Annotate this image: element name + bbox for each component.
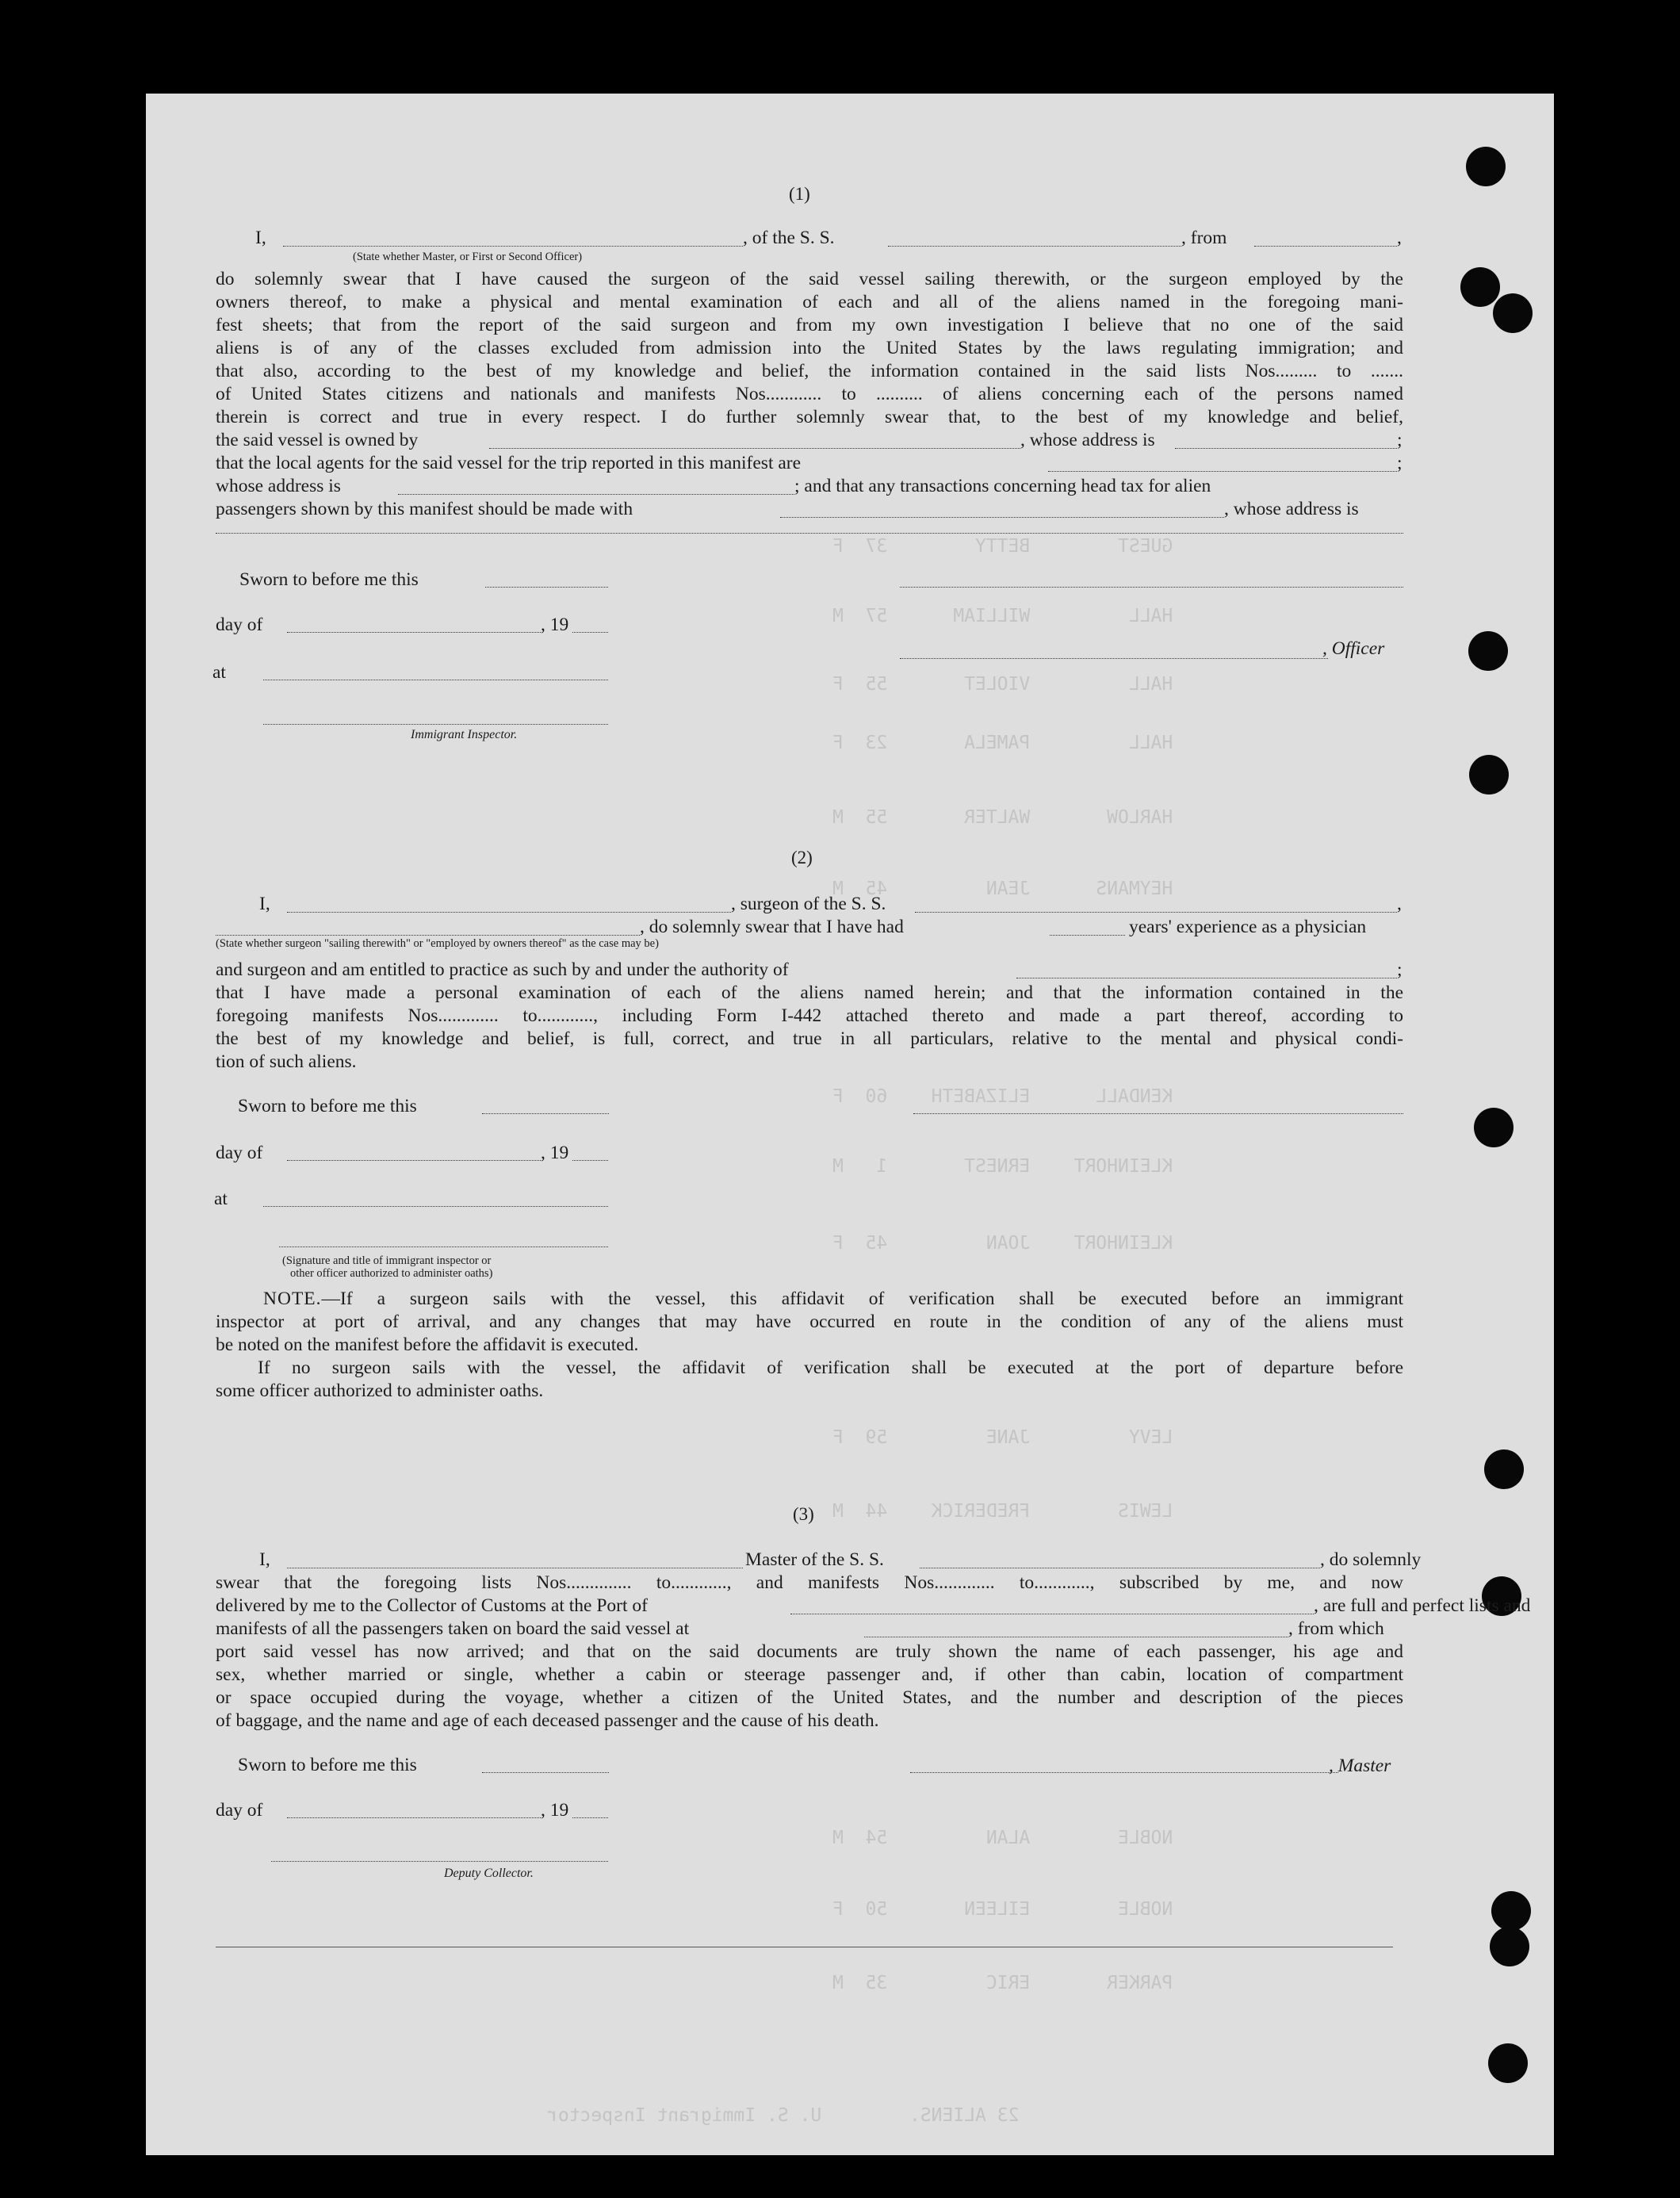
bleed-through-line: KENDALL ELIZABETH 60 F: [832, 1086, 1173, 1107]
no-surgeon-line: If no surgeon sails with the vessel, the affidavit of verification shall be executed at the port of departure before: [258, 1357, 1403, 1378]
at-label-2: at: [214, 1189, 228, 1209]
officer-signature-blank-1: [900, 587, 1403, 588]
owner-blank: [489, 434, 1020, 449]
punch-hole: [1484, 1449, 1524, 1489]
bleed-through-line: KLEINHORT ERNEST 1 M: [832, 1156, 1173, 1177]
note-line: NOTE.—If a surgeon sails with the vessel, this affidavit of verification shall be executed before an immigrant: [216, 1289, 1403, 1310]
deputy-collector-label: Deputy Collector.: [444, 1867, 534, 1880]
section-number-1: (1): [789, 184, 810, 204]
oath-text-line: foregoing manifests Nos............. to............, including Form I-442 attached thereto and made a part thereof, according to: [216, 1005, 1403, 1026]
oath-text-line: sex, whether married or single, whether a cabin or steerage passenger and, if other than cabin, location of compartment: [216, 1664, 1403, 1685]
surgeon-vessel-blank: [915, 898, 1397, 913]
surgeon-name-blank: [287, 898, 731, 913]
years-blank: [1050, 921, 1125, 936]
oath-text-line: port said vessel has now arrived; and that on the said documents are truly shown the name of each passenger, his age and: [216, 1641, 1403, 1662]
oath-text-line: fest sheets; that from the report of the said surgeon and from my own investigation I believe that no one of the said: [216, 315, 1403, 335]
oath-text-line: that also, according to the best of my knowledge and belief, the information contained in the said lists Nos......... to .......: [216, 361, 1403, 381]
oath-text-line: of United States citizens and nationals and manifests Nos............ to .......... of aliens concerning each of the persons named: [216, 384, 1403, 404]
immigrant-inspector-label: Immigrant Inspector.: [411, 728, 518, 741]
agents-blank: [1048, 457, 1397, 472]
bleed-through-line: PARKER ERIC 35 M: [832, 1973, 1173, 1993]
officer-signature-blank-2: [900, 658, 1328, 659]
punch-hole: [1469, 755, 1509, 795]
note-line: be noted on the manifest before the affidavit is executed.: [216, 1334, 639, 1355]
day-of-label-3: day of: [216, 1800, 263, 1821]
oath-text-line: aliens is of any of the classes excluded from admission into the United States by the laws regulating immigration; and: [216, 338, 1403, 358]
bleed-through-line: KLEINHORT JOAN 45 F: [832, 1233, 1173, 1254]
bleed-through-line: LEVY JANE 59 F: [832, 1427, 1173, 1448]
surgeon-status-blank: [216, 921, 640, 936]
bleed-through-line: HALL PAMELA 23 F: [832, 733, 1173, 753]
bleed-through-line: GUEST BETTY 37 F: [832, 536, 1173, 557]
master-name-blank: [287, 1553, 743, 1568]
master-note: (State whether Master, or First or Second Officer): [353, 251, 583, 263]
authority-blank: [1016, 963, 1397, 978]
surgeon-note: (State whether surgeon "sailing therewith" or "employed by owners thereof" as the case may be): [216, 937, 659, 950]
officer-name-blank: [283, 232, 743, 247]
label-of-ss: , of the S. S.: [743, 228, 835, 248]
bleed-through-line: 23 ALIENS. U. S. Immigrant Inspector: [547, 2105, 1020, 2126]
oath-text-line: tion of such aliens.: [216, 1051, 357, 1072]
head-tax-address-blank: [216, 533, 1403, 534]
punch-hole: [1491, 1891, 1531, 1931]
punch-hole: [1466, 147, 1506, 186]
surgeon-authority-line: and surgeon and am entitled to practice as such by and under the authority of ;: [216, 959, 1403, 980]
owner-address-blank: [1175, 434, 1397, 449]
punch-hole: [1460, 267, 1500, 307]
port-from-blank: [1254, 232, 1397, 247]
agents-address-line: whose address is ; and that any transactions concerning head tax for alien: [216, 476, 1211, 496]
label-from: , from: [1181, 228, 1227, 248]
punch-hole: [1468, 631, 1508, 671]
oath-text-line: the best of my knowledge and belief, is full, correct, and true in all particulars, relative to the mental and physical condi-: [216, 1028, 1403, 1049]
boarded-at-line: manifests of all the passengers taken on board the said vessel at , from which: [216, 1618, 1384, 1639]
head-tax-agent-blank: [780, 503, 1224, 518]
owned-by-line: the said vessel is owned by , whose address is ;: [216, 430, 1403, 450]
surgeon-signature-blank: [913, 1113, 1403, 1114]
signature-title-note: (Signature and title of immigrant inspector or: [282, 1254, 492, 1267]
punch-hole: [1490, 1927, 1529, 1966]
label-i: I,: [255, 228, 266, 248]
sworn-label-1: Sworn to before me this: [239, 569, 419, 590]
local-agents-line: that the local agents for the said vessel for the trip reported in this manifest are ;: [216, 453, 1403, 473]
boarded-port-blank: [864, 1622, 1288, 1637]
collector-port-blank: [790, 1599, 1314, 1614]
note-label: NOTE.: [263, 1289, 322, 1309]
collector-port-line: delivered by me to the Collector of Customs at the Port of , are full and perfect lists and: [216, 1595, 1531, 1616]
agents-address-blank: [398, 480, 794, 495]
bleed-through-line: NOBLE EILEEN 50 F: [832, 1899, 1173, 1920]
no-surgeon-line: some officer authorized to administer oaths.: [216, 1380, 544, 1401]
sworn-label-3: Sworn to before me this: [238, 1755, 417, 1775]
bleed-through-line: HALL VIOLET 55 F: [832, 674, 1173, 695]
bleed-through-line: NOBLE ALAN 54 M: [832, 1828, 1173, 1848]
section-number-3: (3): [793, 1504, 814, 1524]
note-line: inspector at port of arrival, and any changes that may have occurred en route in the condition of any of the aliens must: [216, 1312, 1403, 1332]
bleed-through-line: HEYMANS JEAN 45 M: [832, 879, 1173, 899]
master-signature-blank: [910, 1772, 1338, 1773]
master-label: , Master: [1329, 1756, 1391, 1776]
oath-text-line: therein is correct and true in every respect. I do further solemnly swear that, to the best of my knowledge and belief,: [216, 407, 1403, 427]
master-vessel-blank: [920, 1553, 1320, 1568]
oath-text-line: that I have made a personal examination of each of the aliens named herein; and that the information contained in the: [216, 982, 1403, 1003]
punch-hole: [1493, 293, 1533, 333]
day-of-label-1: day of: [216, 615, 263, 635]
head-tax-line: passengers shown by this manifest should be made with , whose address is: [216, 499, 1359, 519]
officer-label: , Officer: [1322, 638, 1385, 659]
section-number-2: (2): [791, 848, 813, 867]
sworn-label-2: Sworn to before me this: [238, 1096, 417, 1116]
oath-text-line: swear that the foregoing lists Nos.............. to............, and manifests Nos............. to............, subscribed by me, and now: [216, 1572, 1403, 1593]
bleed-through-line: LEWIS FREDERICK 44 M: [832, 1501, 1173, 1522]
at-label-1: at: [212, 662, 226, 683]
oath-text-line: of baggage, and the name and age of each deceased passenger and the cause of his death.: [216, 1710, 879, 1731]
punch-hole: [1474, 1108, 1514, 1147]
oath-text-line: do solemnly swear that I have caused the surgeon of the said vessel sailing therewith, or the surgeon employed by the: [216, 269, 1403, 289]
bleed-through-line: HALL WILLIAM 57 M: [832, 606, 1173, 626]
day-of-label-2: day of: [216, 1143, 263, 1163]
oath-text-line: or space occupied during the voyage, whether a citizen of the United States, and the number and description of the pieces: [216, 1687, 1403, 1708]
oath-text-line: owners thereof, to make a physical and mental examination of each and all of the aliens named in the foregoing mani-: [216, 292, 1403, 312]
punch-hole: [1488, 2043, 1528, 2083]
bleed-through-line: HARLOW WALTER 55 M: [832, 807, 1173, 828]
vessel-name-blank: [888, 232, 1181, 247]
